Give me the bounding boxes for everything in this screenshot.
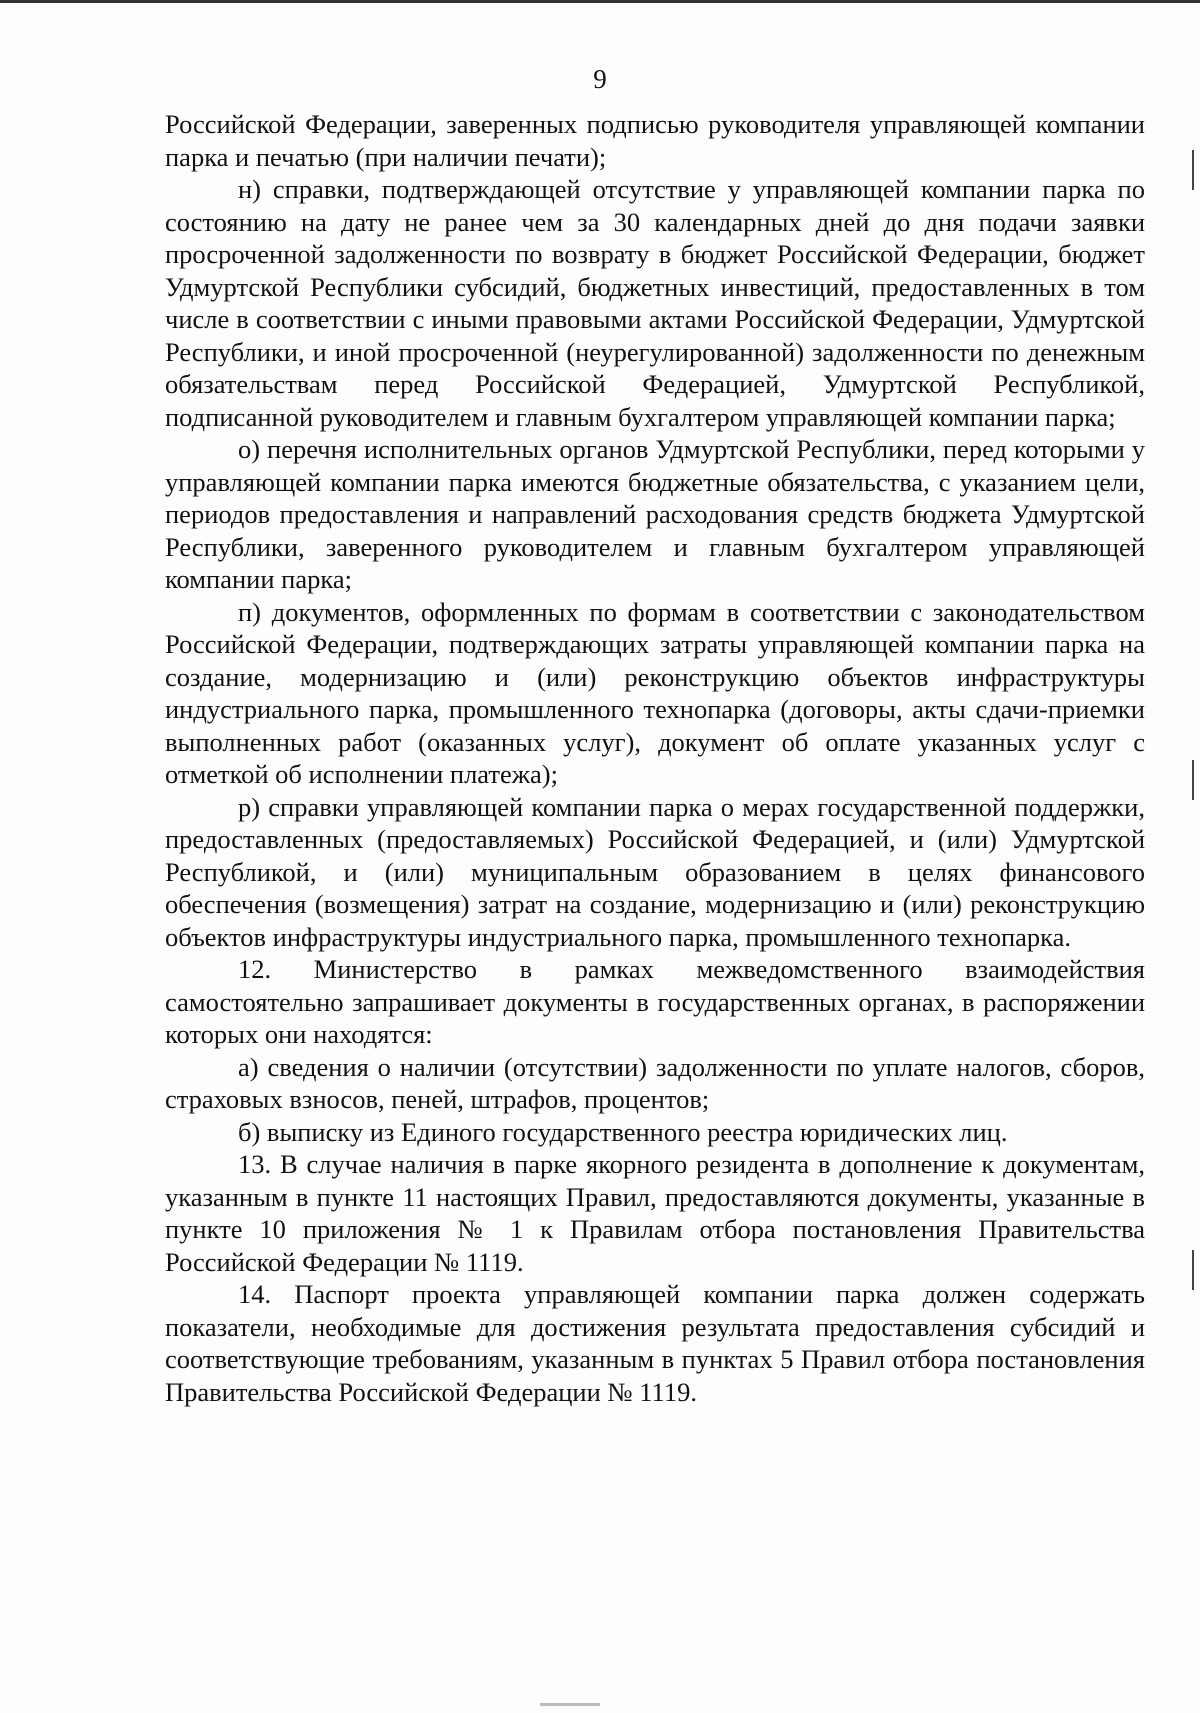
scan-edge-mark <box>1192 760 1194 800</box>
scan-edge-mark <box>1192 150 1194 190</box>
page-number: 9 <box>593 64 607 94</box>
paragraph-item-n: н) справки, подтверждающей отсутствие у управляющей компании парка по состоянию на дату не ранее чем за 30 календарных дней до дня подачи заявки просроченной задолженности по возврату в бюджет Российской Федерации, бюджет Удмуртской Республики субсидий, бюджетных инвестиций, предоставленных в том числе в соответствии с иными правовыми актами Российской Федерации, Удмуртской Республики, и иной просроченной (неурегулированной) задолженности по денежным обязательствам перед Российской Федерацией, Удмуртской Республикой, подписанной руководителем и главным бухгалтером управляющей компании парка; <box>165 174 1145 432</box>
paragraph-item-b: б) выписку из Единого государственного реестра юридических лиц. <box>238 1116 1008 1147</box>
paragraph-item-a: а) сведения о наличии (отсутствии) задолженности по уплате налогов, сборов, страховых взносов, пеней, штрафов, процентов; <box>165 1051 1145 1114</box>
paragraph-item-o: о) перечня исполнительных органов Удмуртской Республики, перед которыми у управляющей компании парка имеются бюджетные обязательства, с указанием цели, периодов предоставления и направлений расходования средств бюджета Удмуртской Республики, заверенного руководителем и главным бухгалтером управляющей компании парка; <box>165 434 1145 594</box>
paragraph-13: 13. В случае наличия в парке якорного резидента в дополнение к документам, указанным в пункте 11 настоящих Правил, предоставляются документы, указанные в пункте 10 приложения № 1 к Правилам отбора постановления Правительства Российской Федерации № 1119. <box>165 1149 1145 1277</box>
paragraph-item-p: п) документов, оформленных по формам в соответствии с законодательством Российской Федерации, подтверждающих затраты управляющей компании парка на создание, модернизацию и (или) реконструкцию объектов инфраструктуры индустриального парка, промышленного технопарка (договоры, акты сдачи-приемки выполненных работ (оказанных услуг), документ об оплате указанных услуг с отметкой об исполнении платежа); <box>165 596 1145 789</box>
paragraph-14: 14. Паспорт проекта управляющей компании парка должен содержать показатели, необходимые для достижения результата предоставления субсидий и соответствующие требованиям, указанным в пунктах 5 Правил отбора постановления Правительства Российской Федерации № 1119. <box>165 1279 1145 1407</box>
paragraph-12: 12. Министерство в рамках межведомственного взаимодействия самостоятельно запрашивает документы в государственных органах, в распоряжении которых они находятся: <box>165 954 1145 1049</box>
document-body <box>165 108 1145 1408</box>
scan-edge-mark <box>1192 1250 1194 1290</box>
paragraph-item-r: р) справки управляющей компании парка о мерах государственной поддержки, предоставленных (предоставляемых) Российской Федерацией, и (или) Удмуртской Республикой, и (или) муниципальным образованием в целях финансового обеспечения (возмещения) затрат на создание, модернизацию и (или) реконструкцию объектов инфраструктуры индустриального парка, промышленного технопарка. <box>165 791 1145 952</box>
paragraph-continuation: Российской Федерации, заверенных подписью руководителя управляющей компании парка и печатью (при наличии печати); <box>165 109 1145 172</box>
scan-top-edge <box>0 0 1200 3</box>
scan-bottom-mark <box>540 1703 600 1706</box>
